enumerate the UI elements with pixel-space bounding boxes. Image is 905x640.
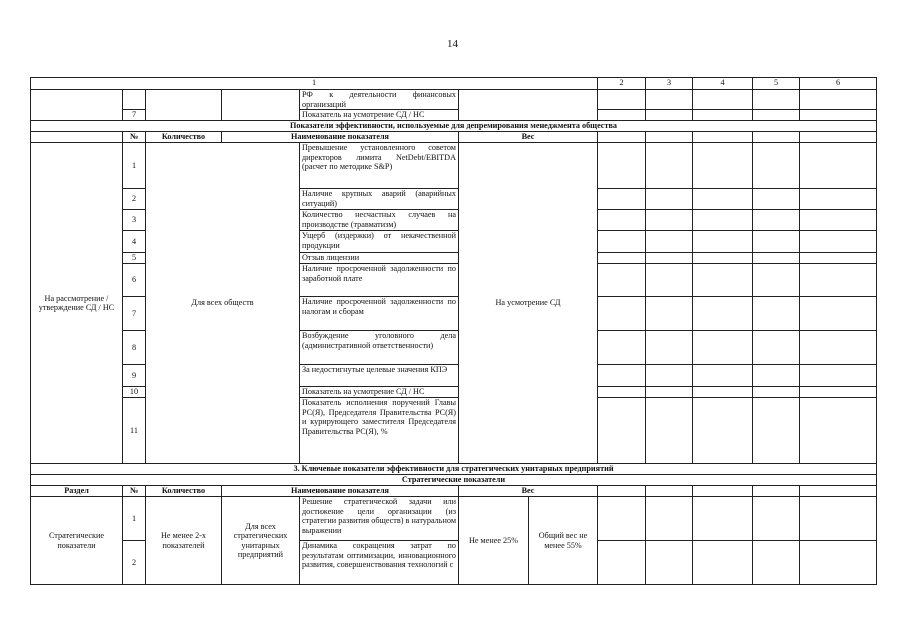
section-header-row	[31, 132, 877, 143]
group-label: На рассмотрение /утверждение СД / НС	[31, 143, 123, 464]
col-weight-header: Вес	[459, 486, 598, 497]
col-header-4: 4	[693, 78, 753, 90]
indicator-name: Возбуждение уголовного дела (административной ответственности)	[300, 331, 459, 365]
kpi-table	[30, 77, 877, 585]
row-number: 11	[123, 398, 146, 464]
row-number: 6	[123, 264, 146, 297]
col-header-5: 5	[753, 78, 800, 90]
row-number: 10	[123, 387, 146, 398]
row-number: 1	[123, 497, 146, 541]
applicability-cell: Для всех стратегических унитарных предприятий	[222, 497, 300, 585]
indicator-name: Ущерб (издержки) от некачественной продукции	[300, 231, 459, 253]
row-number: 7	[123, 297, 146, 331]
row-number: 5	[123, 253, 146, 264]
section-title-row	[31, 121, 877, 132]
indicator-name: Показатель на усмотрение СД / НС	[300, 387, 459, 398]
col-weight-header: Вес	[459, 132, 598, 143]
indicator-name: Показатель на усмотрение СД / НС	[300, 110, 459, 121]
row-number: 4	[123, 231, 146, 253]
col-header-6: 6	[800, 78, 877, 90]
section-subtitle-row	[31, 475, 877, 486]
row-number: 1	[123, 143, 146, 189]
col-num-header: №	[123, 132, 146, 143]
group-label: Стратегические показатели	[31, 497, 123, 585]
row-number: 2	[123, 189, 146, 210]
row-number: 8	[123, 331, 146, 365]
weight-min-cell: Не менее 25%	[459, 497, 529, 585]
quantity-cell: Не менее 2-х показателей	[146, 497, 222, 585]
section-header-row	[31, 486, 877, 497]
indicator-name: Показатель исполнения поручений Главы РС(Я), Председателя Правительства РС(Я) и курирующего заместителя Председателя Правительства РС(Я), %	[300, 398, 459, 464]
indicator-name: Динамика сокращения затрат по результатам оптимизации, инновационного развития, совершенствования технологий с	[300, 541, 459, 585]
section-title: Показатели эффективности, используемые для депремирования менеджмента общества	[31, 121, 877, 132]
indicator-name: РФ к деятельности финансовых организаций	[300, 90, 459, 110]
indicator-name: Отзыв лицензии	[300, 253, 459, 264]
indicator-name: Наличие просроченной задолженности по налогам и сборам	[300, 297, 459, 331]
indicator-name: Количество несчастных случаев на производстве (травматизм)	[300, 210, 459, 231]
section-subtitle: Стратегические показатели	[31, 475, 877, 486]
section-title: 3. Ключевые показатели эффективности для стратегических унитарных предприятий	[31, 464, 877, 475]
quantity-cell: Для всех обществ	[146, 143, 300, 464]
col-qty-header: Количество	[146, 132, 222, 143]
weight-cell: На усмотрение СД	[459, 143, 598, 464]
weight-total-cell: Общий вес не менее 55%	[529, 497, 598, 585]
col-header-3: 3	[646, 78, 693, 90]
row-number: 2	[123, 541, 146, 585]
col-name-header: Наименование показателя	[222, 132, 459, 143]
row-number: 7	[123, 110, 146, 121]
section-title-row	[31, 464, 877, 475]
indicator-name: Наличие крупных аварий (аварийных ситуаций)	[300, 189, 459, 210]
col-header-2: 2	[598, 78, 646, 90]
page-number: 14	[447, 38, 458, 50]
col-header-1: 1	[31, 78, 598, 90]
col-section-header: Раздел	[31, 486, 123, 497]
indicator-name: Превышение установленного советом директоров лимита NetDebt/EBITDA (расчет по методике S&P)	[300, 143, 459, 189]
table-row	[31, 497, 877, 541]
indicator-name: Решение стратегической задачи или достижение цели организации (из стратегии развития обществ) в натуральном выражении	[300, 497, 459, 541]
table-row	[31, 143, 877, 189]
row-number: 9	[123, 365, 146, 387]
row-number: 3	[123, 210, 146, 231]
col-qty-header: Количество	[146, 486, 222, 497]
col-name-header: Наименование показателя	[222, 486, 459, 497]
indicator-name: Наличие просроченной задолженности по заработной плате	[300, 264, 459, 297]
table-row	[31, 90, 877, 110]
column-number-row	[31, 78, 877, 90]
col-num-header: №	[123, 486, 146, 497]
indicator-name: За недостигнутые целевые значения КПЭ	[300, 365, 459, 387]
